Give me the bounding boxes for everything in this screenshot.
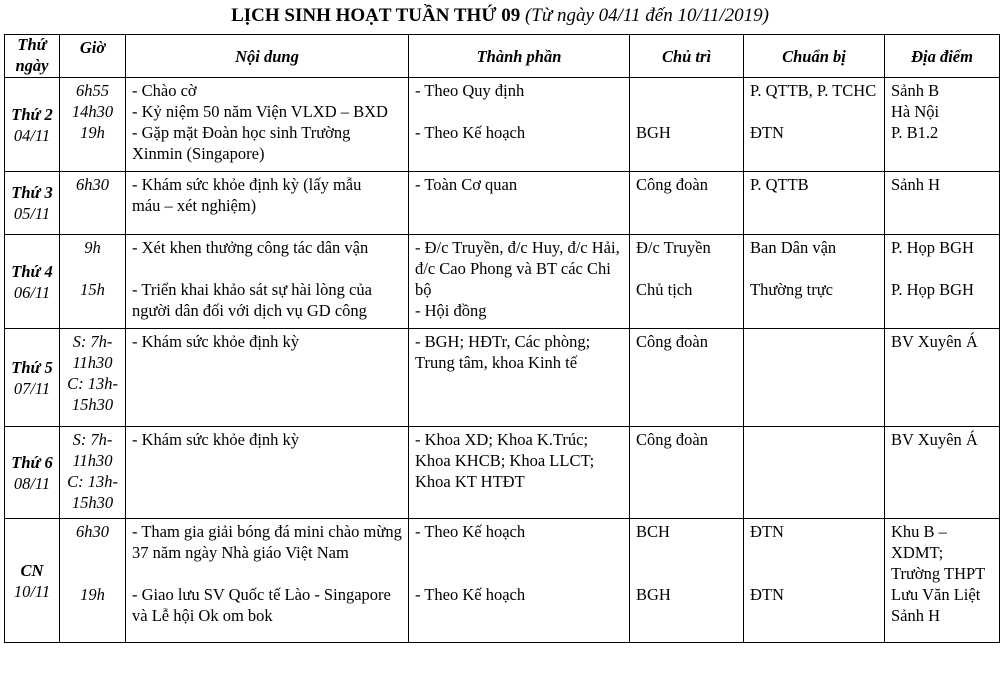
content-line: và Lễ hội Ok om bok xyxy=(132,606,273,625)
participants-line: Khoa KHCB; Khoa LLCT; xyxy=(415,451,595,470)
time-line: 6h30 xyxy=(76,175,109,194)
place-cell xyxy=(885,78,1000,172)
time-line: 15h30 xyxy=(71,493,114,512)
content-line: - Khám sức khỏe định kỳ xyxy=(132,332,300,351)
participants-line: Khoa KT HTĐT xyxy=(415,472,525,491)
title-main: LỊCH SINH HOẠT TUẦN THỨ 09 xyxy=(231,5,521,26)
time-line: 6h30 xyxy=(76,522,109,541)
prepare-cell xyxy=(744,427,885,519)
day-label: CN xyxy=(20,560,44,580)
participants-line: - Khoa XD; Khoa K.Trúc; xyxy=(415,430,589,449)
time-cell xyxy=(60,329,126,427)
time-line xyxy=(60,258,125,279)
chair-line: BCH xyxy=(636,522,670,541)
day-label: Thứ 6 xyxy=(11,452,53,472)
participants-line: - Theo Kế hoạch xyxy=(415,522,526,541)
header-prepare: Chuẩn bị xyxy=(744,35,885,78)
time-line: 14h30 xyxy=(71,102,114,121)
day-date: 07/11 xyxy=(13,378,51,398)
chair-line: Công đoàn xyxy=(636,175,708,194)
schedule-row xyxy=(5,78,1000,172)
chair-cell xyxy=(630,235,744,329)
chair-line: Đ/c Truyền xyxy=(636,238,711,257)
content-cell xyxy=(126,172,409,235)
day-date: 10/11 xyxy=(13,581,51,601)
participants-line xyxy=(415,101,623,122)
place-line: Sảnh H xyxy=(891,175,941,194)
content-line: máu – xét nghiệm) xyxy=(132,196,257,215)
place-cell xyxy=(885,329,1000,427)
time-line: 15h30 xyxy=(71,395,114,414)
time-line: 15h xyxy=(80,280,105,299)
participants-cell xyxy=(409,235,630,329)
day-cell xyxy=(5,235,60,329)
participants-line xyxy=(415,563,623,584)
chair-line: Công đoàn xyxy=(636,332,708,351)
content-cell xyxy=(126,78,409,172)
content-line: - Khám sức khỏe định kỳ (lấy mẫu xyxy=(132,175,362,194)
participants-line xyxy=(415,542,623,563)
content-line: - Kỷ niệm 50 năm Viện VLXD – BXD xyxy=(132,102,388,121)
chair-line xyxy=(636,258,737,279)
participants-cell xyxy=(409,78,630,172)
content-cell xyxy=(126,235,409,329)
place-cell xyxy=(885,172,1000,235)
chair-cell xyxy=(630,172,744,235)
schedule-row xyxy=(5,172,1000,235)
chair-line xyxy=(636,563,737,584)
chair-cell xyxy=(630,427,744,519)
day-label: Thứ 5 xyxy=(11,357,53,377)
place-line: BV Xuyên Á xyxy=(891,332,978,351)
prepare-cell xyxy=(744,329,885,427)
time-line: C: 13h- xyxy=(67,472,118,491)
chair-line: BGH xyxy=(636,123,671,142)
content-cell xyxy=(126,519,409,643)
chair-line: BGH xyxy=(636,585,671,604)
schedule-title xyxy=(0,4,1000,28)
header-day-line2: ngày xyxy=(15,56,49,75)
header-row xyxy=(5,35,1000,78)
schedule-row xyxy=(5,235,1000,329)
participants-line: - Theo Quy định xyxy=(415,81,525,100)
place-line: Sảnh B xyxy=(891,81,940,100)
place-line: Trường THPT xyxy=(891,564,986,583)
schedule-row xyxy=(5,519,1000,643)
prepare-line: P. QTTB xyxy=(750,175,809,194)
time-cell xyxy=(60,172,126,235)
prepare-line xyxy=(750,563,878,584)
place-line: Lưu Văn Liệt xyxy=(891,585,981,604)
prepare-cell xyxy=(744,235,885,329)
prepare-line: ĐTN xyxy=(750,123,784,142)
day-label: Thứ 4 xyxy=(11,261,53,281)
time-line xyxy=(60,542,125,563)
header-place: Địa điểm xyxy=(885,35,1000,78)
prepare-cell xyxy=(744,78,885,172)
content-line: - Giao lưu SV Quốc tế Lào - Singapore xyxy=(132,585,391,604)
prepare-line xyxy=(750,429,878,450)
place-line: Hà Nội xyxy=(891,102,940,121)
prepare-line: Thường trực xyxy=(750,280,833,299)
time-line: S: 7h- xyxy=(72,430,113,449)
schedule-row xyxy=(5,427,1000,519)
time-line: 19h xyxy=(80,123,105,142)
day-cell xyxy=(5,519,60,643)
participants-line: - Theo Kế hoạch xyxy=(415,585,526,604)
place-line: P. B1.2 xyxy=(891,123,939,142)
chair-line: Chủ tịch xyxy=(636,280,693,299)
content-line xyxy=(132,258,402,279)
content-line: 37 năm ngày Nhà giáo Việt Nam xyxy=(132,543,349,562)
place-cell xyxy=(885,427,1000,519)
content-line: Xinmin (Singapore) xyxy=(132,144,265,163)
participants-cell xyxy=(409,329,630,427)
time-cell xyxy=(60,519,126,643)
day-cell xyxy=(5,427,60,519)
day-date: 04/11 xyxy=(13,125,51,145)
title-date-range: (Từ ngày 04/11 đến 10/11/2019) xyxy=(524,5,769,26)
header-day-line1: Thứ xyxy=(17,35,47,54)
participants-line: - Toàn Cơ quan xyxy=(415,175,518,194)
place-line: P. Họp BGH xyxy=(891,280,974,299)
participants-cell xyxy=(409,172,630,235)
time-line xyxy=(60,563,125,584)
day-date: 08/11 xyxy=(13,473,51,493)
prepare-line xyxy=(750,258,878,279)
day-cell xyxy=(5,172,60,235)
time-line: 11h30 xyxy=(72,451,113,470)
place-line: Khu B – XDMT; xyxy=(891,522,952,562)
time-line: C: 13h- xyxy=(67,374,118,393)
content-line xyxy=(132,563,402,584)
time-cell xyxy=(60,235,126,329)
weekly-schedule-table xyxy=(4,34,1000,643)
content-cell xyxy=(126,427,409,519)
prepare-line: Ban Dân vận xyxy=(750,238,837,257)
prepare-line xyxy=(750,542,878,563)
content-line: - Triển khai khảo sát sự hài lòng của xyxy=(132,280,372,299)
prepare-line: ĐTN xyxy=(750,585,784,604)
time-line: 9h xyxy=(84,238,101,257)
place-cell xyxy=(885,519,1000,643)
time-line: 11h30 xyxy=(72,353,113,372)
prepare-cell xyxy=(744,519,885,643)
time-cell xyxy=(60,78,126,172)
participants-cell xyxy=(409,427,630,519)
place-line: BV Xuyên Á xyxy=(891,430,978,449)
content-line: - Chào cờ xyxy=(132,81,197,100)
schedule-body xyxy=(5,78,1000,643)
chair-cell xyxy=(630,329,744,427)
time-cell xyxy=(60,427,126,519)
time-line: S: 7h- xyxy=(72,332,113,351)
header-participants: Thành phần xyxy=(409,35,630,78)
day-date: 05/11 xyxy=(13,204,51,223)
participants-line: - Theo Kế hoạch xyxy=(415,123,526,142)
chair-line xyxy=(636,101,737,122)
content-line: - Khám sức khỏe định kỳ xyxy=(132,430,300,449)
content-line: - Tham gia giải bóng đá mini chào mừng xyxy=(132,522,402,541)
prepare-line xyxy=(750,101,878,122)
participants-cell xyxy=(409,519,630,643)
chair-cell xyxy=(630,519,744,643)
time-line: 6h55 xyxy=(76,81,109,100)
chair-cell xyxy=(630,78,744,172)
place-cell xyxy=(885,235,1000,329)
schedule-row xyxy=(5,329,1000,427)
chair-line: Công đoàn xyxy=(636,430,708,449)
participants-line: đ/c Cao Phong và BT các Chi bộ xyxy=(415,259,615,299)
chair-line xyxy=(636,80,737,101)
day-label: Thứ 2 xyxy=(11,104,53,124)
content-cell xyxy=(126,329,409,427)
participants-line: - BGH; HĐTr, Các phòng; xyxy=(415,332,591,351)
prepare-line: P. QTTB, P. TCHC xyxy=(750,81,877,100)
participants-line: - Hội đồng xyxy=(415,301,487,320)
content-line: - Xét khen thưởng công tác dân vận xyxy=(132,238,369,257)
header-content: Nội dung xyxy=(126,35,409,78)
prepare-line xyxy=(750,331,878,352)
participants-line: Trung tâm, khoa Kinh tế xyxy=(415,353,578,372)
day-cell xyxy=(5,78,60,172)
content-line: - Gặp mặt Đoàn học sinh Trường xyxy=(132,123,351,142)
time-line: 19h xyxy=(80,585,105,604)
day-label: Thứ 3 xyxy=(11,183,53,202)
header-chair: Chủ trì xyxy=(630,35,744,78)
place-line: Sảnh H xyxy=(891,606,941,625)
day-cell xyxy=(5,329,60,427)
day-date: 06/11 xyxy=(13,282,51,302)
place-line xyxy=(891,258,993,279)
chair-line xyxy=(636,542,737,563)
header-time: Giờ xyxy=(60,35,126,78)
header-day xyxy=(5,35,60,78)
prepare-cell xyxy=(744,172,885,235)
content-line: người dân đối với dịch vụ GD công xyxy=(132,301,367,320)
place-line: P. Họp BGH xyxy=(891,238,974,257)
participants-line: - Đ/c Truyền, đ/c Huy, đ/c Hải, xyxy=(415,238,620,257)
prepare-line: ĐTN xyxy=(750,522,784,541)
